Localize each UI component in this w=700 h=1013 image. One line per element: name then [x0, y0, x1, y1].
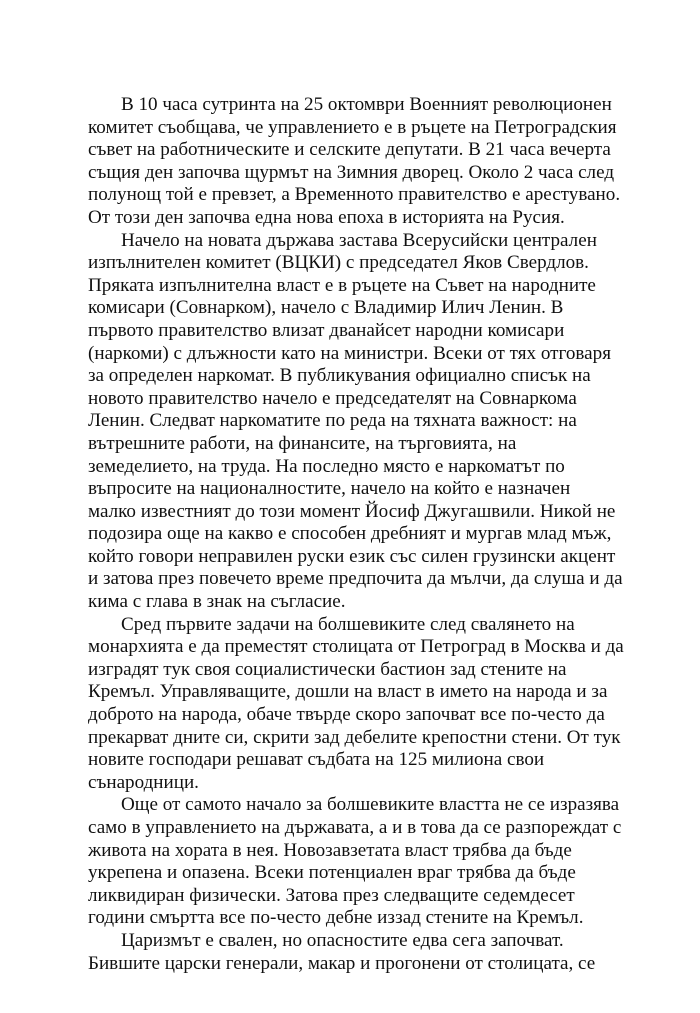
paragraph-2 [88, 230, 648, 614]
text-line: ликвидиран физически. Затова през следващите седемдесет [88, 884, 575, 906]
text-line: Пряката изпълнителна власт е в ръцете на Съвет на народните [88, 274, 596, 296]
paragraph-5 [88, 930, 648, 975]
paragraph-3 [88, 614, 648, 795]
text-line: От този ден започва една нова епоха в историята на Русия. [88, 206, 565, 228]
paragraph-1 [88, 94, 648, 230]
text-line: изградят тук своя социалистически бастион зад стените на [88, 658, 567, 680]
body-text [88, 94, 648, 975]
text-line: само в управлението на държавата, а и в това да се разпореждат с [88, 817, 622, 838]
text-line: и затова през повечето време предпочита да мълчи, да слуша и да [88, 568, 623, 590]
text-line: Още от самото начало за болшевиките властта не се изразява [121, 794, 620, 816]
text-line: изпълнителен комитет (ВЦКИ) с председател Яков Свердлов. [88, 252, 589, 274]
text-line: Бившите царски генерали, макар и прогонени от столицата, се [88, 952, 596, 974]
text-line: Сред първите задачи на болшевиките след свалянето на [121, 613, 575, 635]
text-line: малко известният до този момент Йосиф Джугашвили. Никой не [88, 500, 616, 522]
text-line: укрепена и опазена. Всеки потенциален враг трябва да бъде [88, 862, 576, 884]
text-line: Начело на новата държава застава Всерусийски централен [121, 229, 597, 251]
text-line: полунощ той е превзет, а Временното правителство е арестувано. [88, 184, 621, 206]
text-line: В 10 часа сутринта на 25 октомври Военният революционен [121, 94, 612, 115]
text-line: години смъртта все по-често дебне иззад стените на Кремъл. [88, 907, 584, 929]
text-line: комитет съобщава, че управлението е в ръцете на Петроградския [88, 116, 617, 138]
text-line: доброто на народа, обаче твърде скоро започват все по-често да [88, 704, 605, 726]
text-line: прекарват дните си, скрити зад дебелите крепостни стени. От тук [88, 726, 621, 748]
text-line: кима с глава в знак на съгласие. [88, 591, 346, 613]
text-line: Царизмът е свален, но опасностите едва сега започват. [121, 929, 564, 951]
text-line: първото правителство влизат дванайсет народни комисари [88, 319, 565, 341]
text-line: същия ден започва щурмът на Зимния дворец. Около 2 часа след [88, 161, 615, 183]
text-line: за определен наркомат. В публикувания официално списък на [88, 365, 591, 387]
text-line: подозира още на какво е способен дребният и мургав млад мъж, [88, 523, 612, 545]
paragraph-4 [88, 794, 648, 930]
text-line: вътрешните работи, на финансите, на търговията, на [88, 432, 517, 454]
text-line: който говори неправилен руски език със силен грузински акцент [88, 545, 616, 567]
text-line: въпросите на националностите, начело на който е назначен [88, 478, 571, 500]
text-line: (наркоми) с длъжности като на министри. Всеки от тях отговаря [88, 342, 611, 364]
text-line: земеделието, на труда. На последно място е наркоматът по [88, 455, 565, 477]
text-line: новите господари решават съдбата на 125 милиона свои [88, 749, 545, 771]
text-line: Ленин. Следват наркоматите по реда на тяхната важност: на [88, 410, 577, 432]
text-line: монархията е да преместят столицата от Петроград в Москва и да [88, 636, 624, 658]
text-line: новото правителство начело е председателят на Совнаркома [88, 387, 577, 409]
text-line: съвет на работническите и селските депутати. В 21 часа вечерта [88, 139, 611, 161]
text-line: живота на хората в нея. Новозавзетата власт трябва да бъде [88, 839, 572, 861]
text-line: комисари (Совнарком), начело с Владимир Илич Ленин. В [88, 297, 564, 319]
text-line: Кремъл. Управляващите, дошли на власт в името на народа и за [88, 681, 608, 703]
text-line: сънародници. [88, 771, 199, 793]
